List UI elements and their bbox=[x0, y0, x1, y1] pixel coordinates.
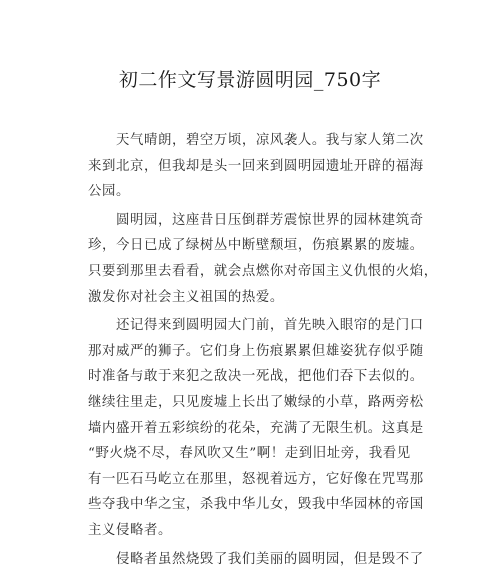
text-line: 继续往里走，只见废墟上长出了嫩绿的小草，路两旁松 bbox=[88, 394, 424, 410]
document-body bbox=[88, 128, 438, 575]
paragraph-1 bbox=[88, 128, 424, 205]
text-line: 公园。 bbox=[88, 184, 130, 200]
text-line: 激发你对社会主义祖国的热爱。 bbox=[88, 289, 284, 305]
text-line: 时准备与敢于来犯之敌决一死战，把他们吞下去似的。 bbox=[88, 369, 424, 385]
paragraph-2 bbox=[88, 208, 438, 310]
text-line: 还记得来到圆明园大门前，首先映入眼帘的是门口 bbox=[88, 318, 424, 334]
text-line: 来到北京，但我却是头一回来到圆明园遗址开辟的福海 bbox=[88, 158, 424, 174]
paragraph-4 bbox=[88, 547, 424, 573]
text-line: 那对威严的狮子。它们身上伤痕累累但雄姿犹存似乎随 bbox=[88, 343, 424, 359]
text-line: 些夺我中华之宝，杀我中华儿女，毁我中华园林的帝国 bbox=[88, 497, 424, 513]
text-line: 只要到那里去看看，就会点燃你对帝国主义仇恨的火焰， bbox=[88, 263, 438, 279]
text-line: 主义侵略者。 bbox=[88, 522, 172, 538]
text-line: 侵略者虽然烧毁了我们美丽的圆明园，但是毁不了 bbox=[88, 551, 424, 567]
paragraph-3 bbox=[88, 313, 424, 543]
text-line: 圆明园，这座昔日压倒群芳震惊世界的园林建筑奇 bbox=[88, 212, 424, 228]
text-line: “野火烧不尽，春风吹又生”啊！走到旧址旁，我看见 bbox=[88, 446, 411, 462]
text-line: 珍，今日已成了绿树丛中断壁颓垣，伤痕累累的废墟。 bbox=[88, 238, 424, 254]
document-title: 初二作文写景游圆明园_750字 bbox=[118, 69, 382, 91]
text-line: 天气晴朗，碧空万顷，凉风袭人。我与家人第二次 bbox=[88, 133, 424, 148]
text-line: 有一匹石马屹立在那里，怒视着远方，它好像在咒骂那 bbox=[88, 471, 424, 487]
text-line: 墙内盛开着五彩缤纷的花朵，充满了无限生机。这真是 bbox=[88, 420, 424, 436]
